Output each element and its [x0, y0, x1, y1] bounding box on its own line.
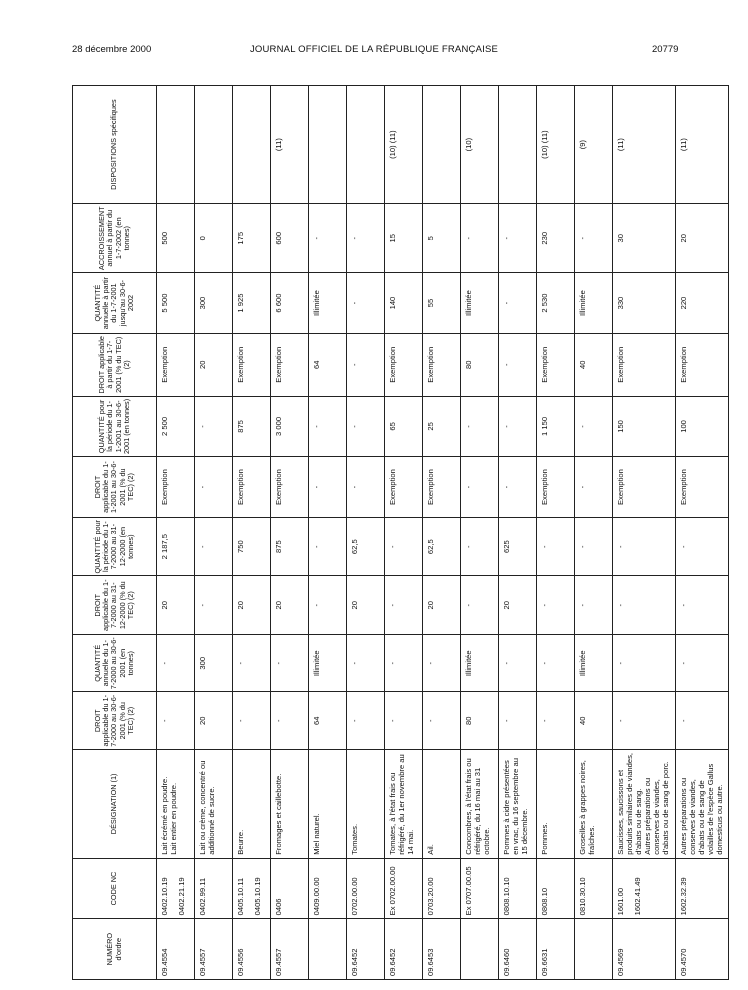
cell-q2: 625 — [499, 517, 537, 576]
cell-d2: - — [385, 576, 423, 635]
tariff-quota-table — [72, 85, 729, 980]
cell-q1: - — [233, 634, 271, 692]
cell-q2: - — [385, 517, 423, 576]
designation-text: Concombres, à l'état frais ou réfrigéré, du 16 mai au 31 octobre. — [464, 758, 491, 855]
cell-q1: - — [271, 634, 309, 692]
cell-disp: (9) — [575, 86, 613, 204]
cell-q2: 875 — [271, 517, 309, 576]
designation-text: Fromages et caillebotte. — [274, 773, 283, 855]
cell-q1: Illimitée — [309, 634, 347, 692]
cell-d4: Exemption — [675, 333, 729, 396]
cell-d1: 40 — [575, 692, 613, 750]
cell-acc: 30 — [613, 204, 676, 273]
cell-d2: 20 — [157, 576, 195, 635]
cell-acc: - — [461, 204, 499, 273]
cell-d1: 64 — [309, 692, 347, 750]
table-body — [157, 86, 729, 980]
cell-d3: Exemption — [423, 457, 461, 518]
cell-d3: Exemption — [233, 457, 271, 518]
order-number: 09.6452 — [347, 919, 385, 980]
designation-text: Saucisses, saucissons et produits similaires de viandes, d'abats ou de sang. — [616, 753, 643, 855]
table-row — [675, 86, 729, 980]
nc-code-cell — [423, 858, 461, 919]
nc-code-cell — [157, 858, 195, 919]
nc-code-cell — [575, 858, 613, 919]
cell-d4: Exemption — [157, 333, 195, 396]
table-row — [271, 86, 309, 980]
nc-code: 0402.99.11 — [198, 877, 207, 916]
cell-d1: - — [537, 692, 575, 750]
cell-d4: 20 — [195, 333, 233, 396]
cell-d2: - — [575, 576, 613, 635]
cell-disp: (11) — [613, 86, 676, 204]
designation-cell — [537, 749, 575, 858]
designation-cell — [385, 749, 423, 858]
nc-code: 1602.41.49 — [632, 877, 642, 916]
cell-q1: - — [613, 634, 676, 692]
table-row — [195, 86, 233, 980]
cell-q4: 55 — [423, 273, 461, 334]
order-number — [309, 919, 347, 980]
designation-text: Beurre. — [236, 829, 245, 855]
nc-code-cell — [309, 858, 347, 919]
nc-code: 0808.10 — [540, 887, 549, 916]
cell-q1: Illimitée — [575, 634, 613, 692]
nc-code: 0808.10.10 — [502, 877, 511, 916]
order-number: 09.4569 — [613, 919, 676, 980]
cell-q1: - — [499, 634, 537, 692]
designation-text: Autres préparations ou conserves de viandes, d'abats ou de sang de volailles de l'espèce Gallus domesticus ou autre. — [678, 763, 724, 855]
cell-q2: 750 — [233, 517, 271, 576]
designation-text: Lait ou crème, concentré ou additionné de sucre. — [198, 760, 216, 855]
col-header: DISPOSITIONS spécifiques — [73, 86, 157, 204]
designation-cell — [423, 749, 461, 858]
designation-text: Ail. — [426, 844, 435, 855]
designation-cell — [195, 749, 233, 858]
designation-text: Lait écrémé en poudre. — [160, 776, 169, 855]
cell-disp: (10) — [461, 86, 499, 204]
cell-q1: - — [537, 634, 575, 692]
cell-d2: - — [613, 576, 676, 635]
cell-q3: 3 000 — [271, 396, 309, 457]
cell-d4: - — [499, 333, 537, 396]
designation-cell — [233, 749, 271, 858]
designation-cell — [613, 749, 676, 858]
table-row — [499, 86, 537, 980]
cell-d4: - — [347, 333, 385, 396]
designation-text: Pommes. — [540, 822, 549, 855]
cell-q4: 5 500 — [157, 273, 195, 334]
cell-q1: 300 — [195, 634, 233, 692]
designation-cell — [347, 749, 385, 858]
cell-d1: 20 — [195, 692, 233, 750]
nc-code: Ex 0707.00.05 — [464, 866, 473, 916]
nc-code: 1601.00 — [616, 887, 625, 916]
nc-code-cell — [461, 858, 499, 919]
cell-q3: 65 — [385, 396, 423, 457]
cell-q3: - — [461, 396, 499, 457]
cell-acc: - — [575, 204, 613, 273]
designation-text: Miel naturel. — [312, 813, 321, 855]
cell-d3: - — [309, 457, 347, 518]
rotated-table-container — [72, 85, 724, 980]
cell-q2: 2 187,5 — [157, 517, 195, 576]
cell-d3: - — [195, 457, 233, 518]
cell-d4: 64 — [309, 333, 347, 396]
nc-code: 0402.21.19 — [176, 877, 186, 916]
cell-q4: - — [347, 273, 385, 334]
col-header: QUANTITÉ annuelle du 1-7-2000 au 30-6-2001 (en tonnes) — [73, 634, 157, 692]
cell-acc: 230 — [537, 204, 575, 273]
nc-code: 0703.20.00 — [426, 877, 435, 916]
cell-acc: 20 — [675, 204, 729, 273]
rotated-table-area — [72, 85, 724, 980]
cell-disp — [309, 86, 347, 204]
cell-d1: 80 — [461, 692, 499, 750]
cell-q1: - — [423, 634, 461, 692]
cell-q4: - — [499, 273, 537, 334]
cell-acc: 0 — [195, 204, 233, 273]
cell-q2: - — [195, 517, 233, 576]
nc-code: 0409.00.00 — [312, 877, 321, 916]
table-row — [575, 86, 613, 980]
cell-d2: - — [195, 576, 233, 635]
cell-disp — [499, 86, 537, 204]
cell-q4: 2 530 — [537, 273, 575, 334]
cell-q3: 875 — [233, 396, 271, 457]
cell-disp: (11) — [675, 86, 729, 204]
nc-code-cell — [537, 858, 575, 919]
cell-acc: 175 — [233, 204, 271, 273]
cell-q1: - — [675, 634, 729, 692]
table-row — [385, 86, 423, 980]
cell-q4: Illimitée — [575, 273, 613, 334]
nc-code-cell — [233, 858, 271, 919]
designation-text: Autres préparations ou conserves de viandes, d'abats ou de sang de porc. — [642, 761, 670, 855]
cell-acc: 5 — [423, 204, 461, 273]
cell-q1: Illimitée — [461, 634, 499, 692]
cell-q2: 62,5 — [423, 517, 461, 576]
cell-d1: - — [613, 692, 676, 750]
col-header: DROIT applicable du 1-7-2000 au 30-6-2001 (% du TEC) (2) — [73, 692, 157, 750]
cell-d1: - — [385, 692, 423, 750]
cell-disp — [157, 86, 195, 204]
cell-disp: (10) (11) — [385, 86, 423, 204]
cell-d2: 20 — [347, 576, 385, 635]
cell-disp: (10) (11) — [537, 86, 575, 204]
cell-d2: - — [537, 576, 575, 635]
cell-disp — [195, 86, 233, 204]
designation-text: Tomates, à l'état frais ou réfrigéré, du 1er novembre au 14 mai. — [388, 754, 415, 855]
cell-d4: Exemption — [271, 333, 309, 396]
order-number — [461, 919, 499, 980]
page-number: 20779 — [652, 44, 679, 55]
cell-q4: 220 — [675, 273, 729, 334]
col-header: DÉSIGNATION (1) — [73, 749, 157, 858]
designation-cell — [271, 749, 309, 858]
col-header: QUANTITÉ pour la période du 1-1-2001 au 30-6-2001 (en tonnes) — [73, 396, 157, 457]
order-number: 09.4556 — [233, 919, 271, 980]
cell-disp: (11) — [271, 86, 309, 204]
designation-text: Groseilles à grappes noires, fraîches. — [578, 760, 596, 855]
designation-cell — [675, 749, 729, 858]
cell-d2: - — [675, 576, 729, 635]
cell-d1: - — [157, 692, 195, 750]
cell-q4: 6 600 — [271, 273, 309, 334]
cell-d3: Exemption — [385, 457, 423, 518]
cell-d4: 40 — [575, 333, 613, 396]
cell-q3: 100 — [675, 396, 729, 457]
cell-acc: - — [309, 204, 347, 273]
cell-q2: - — [613, 517, 676, 576]
nc-code-cell — [271, 858, 309, 919]
nc-code: 0810.30.10 — [578, 877, 587, 916]
cell-q3: - — [347, 396, 385, 457]
cell-d3: - — [499, 457, 537, 518]
cell-d2: - — [309, 576, 347, 635]
table-row — [309, 86, 347, 980]
table-header-row — [73, 86, 157, 980]
order-number: 09.6631 — [537, 919, 575, 980]
cell-d3: Exemption — [271, 457, 309, 518]
cell-q3: 25 — [423, 396, 461, 457]
cell-d4: Exemption — [385, 333, 423, 396]
designation-cell — [309, 749, 347, 858]
nc-code-cell — [499, 858, 537, 919]
cell-d1: - — [271, 692, 309, 750]
nc-code-cell — [347, 858, 385, 919]
table-row — [537, 86, 575, 980]
cell-d2: - — [461, 576, 499, 635]
cell-q1: - — [157, 634, 195, 692]
col-header: QUANTITÉ annuelle à partir du 1-7-2001 jusqu'au 30-6-2002 — [73, 273, 157, 334]
cell-q4: 1 925 — [233, 273, 271, 334]
cell-q2: 62,5 — [347, 517, 385, 576]
cell-d3: - — [575, 457, 613, 518]
cell-q1: - — [385, 634, 423, 692]
col-header: DROIT applicable du 1-7-2000 au 31-12-2000 (% du TEC) (2) — [73, 576, 157, 635]
cell-d2: 20 — [271, 576, 309, 635]
cell-d3: Exemption — [537, 457, 575, 518]
order-number: 09.4554 — [157, 919, 195, 980]
cell-q4: 330 — [613, 273, 676, 334]
nc-code: 0402.10.19 — [160, 877, 169, 916]
table-row — [613, 86, 676, 980]
order-number: 09.6453 — [423, 919, 461, 980]
journal-title: JOURNAL OFFICIEL DE LA RÉPUBLIQUE FRANÇAISE — [249, 44, 499, 55]
cell-q3: 150 — [613, 396, 676, 457]
col-header: DROIT applicable du 1-1-2001 au 30-6-2001 (% du TEC) (2) — [73, 457, 157, 518]
cell-d1: - — [233, 692, 271, 750]
cell-q2: - — [575, 517, 613, 576]
order-number: 09.4570 — [675, 919, 729, 980]
cell-q4: Illimitée — [461, 273, 499, 334]
order-number: 09.4557 — [271, 919, 309, 980]
cell-acc: 15 — [385, 204, 423, 273]
cell-q3: - — [499, 396, 537, 457]
order-number: 09.4557 — [195, 919, 233, 980]
col-header: DROIT applicable à partir du 1-7-2001 (% du TEC) (2) — [73, 333, 157, 396]
table-row — [423, 86, 461, 980]
cell-d1: - — [675, 692, 729, 750]
cell-acc: 500 — [157, 204, 195, 273]
cell-q2: - — [537, 517, 575, 576]
table-row — [461, 86, 499, 980]
cell-d4: Exemption — [537, 333, 575, 396]
cell-q4: Illimitée — [309, 273, 347, 334]
cell-d4: Exemption — [233, 333, 271, 396]
cell-q3: 1 150 — [537, 396, 575, 457]
order-number — [575, 919, 613, 980]
cell-q4: 300 — [195, 273, 233, 334]
order-number: 09.6452 — [385, 919, 423, 980]
cell-q3: - — [575, 396, 613, 457]
table-row — [157, 86, 195, 980]
cell-q2: - — [675, 517, 729, 576]
cell-d2: 20 — [423, 576, 461, 635]
designation-cell — [499, 749, 537, 858]
designation-cell — [575, 749, 613, 858]
cell-d2: 20 — [499, 576, 537, 635]
cell-disp — [233, 86, 271, 204]
nc-code-cell — [195, 858, 233, 919]
cell-d4: Exemption — [423, 333, 461, 396]
col-header: QUANTITÉ pour la période du 1-7-2000 au 31-12-2000 (en tonnes) — [73, 517, 157, 576]
cell-d4: 80 — [461, 333, 499, 396]
designation-text: Pommes à cidre présentées en vrac, du 16 septembre au 15 décembre. — [502, 758, 529, 855]
cell-q2: - — [461, 517, 499, 576]
cell-acc: 600 — [271, 204, 309, 273]
order-number: 09.6460 — [499, 919, 537, 980]
designation-text: Lait entier en poudre. — [168, 782, 178, 855]
nc-code-cell — [385, 858, 423, 919]
col-header: CODE NC — [73, 858, 157, 919]
nc-code: 0405.10.11 — [236, 877, 245, 916]
designation-text: Tomates. — [350, 823, 359, 855]
cell-acc: - — [347, 204, 385, 273]
nc-code: Ex 0702.00.00 — [388, 866, 397, 916]
cell-d3: - — [461, 457, 499, 518]
cell-q2: - — [309, 517, 347, 576]
nc-code: 0406 — [274, 898, 283, 916]
cell-d3: - — [347, 457, 385, 518]
cell-q3: 2 500 — [157, 396, 195, 457]
nc-code-cell — [675, 858, 729, 919]
cell-q1: - — [347, 634, 385, 692]
cell-d1: - — [499, 692, 537, 750]
cell-acc: - — [499, 204, 537, 273]
cell-d1: - — [347, 692, 385, 750]
designation-cell — [157, 749, 195, 858]
table-row — [347, 86, 385, 980]
cell-d1: - — [423, 692, 461, 750]
cell-disp — [423, 86, 461, 204]
cell-disp — [347, 86, 385, 204]
cell-d3: Exemption — [675, 457, 729, 518]
header-date: 28 décembre 2000 — [72, 44, 152, 55]
cell-d3: Exemption — [613, 457, 676, 518]
nc-code-cell — [613, 858, 676, 919]
nc-code: 1602.32.39 — [678, 877, 688, 916]
cell-q3: - — [195, 396, 233, 457]
cell-d2: 20 — [233, 576, 271, 635]
cell-d3: Exemption — [157, 457, 195, 518]
table-row — [233, 86, 271, 980]
nc-code: 0702.00.00 — [350, 877, 359, 916]
cell-q3: - — [309, 396, 347, 457]
col-header: NUMÉRO d'ordre — [73, 919, 157, 980]
cell-q4: 140 — [385, 273, 423, 334]
nc-code: 0405.10.19 — [252, 877, 262, 916]
cell-d4: Exemption — [613, 333, 676, 396]
col-header: ACCROISSEMENT annuel à partir du 1-7-2002 (en tonnes) — [73, 204, 157, 273]
designation-cell — [461, 749, 499, 858]
